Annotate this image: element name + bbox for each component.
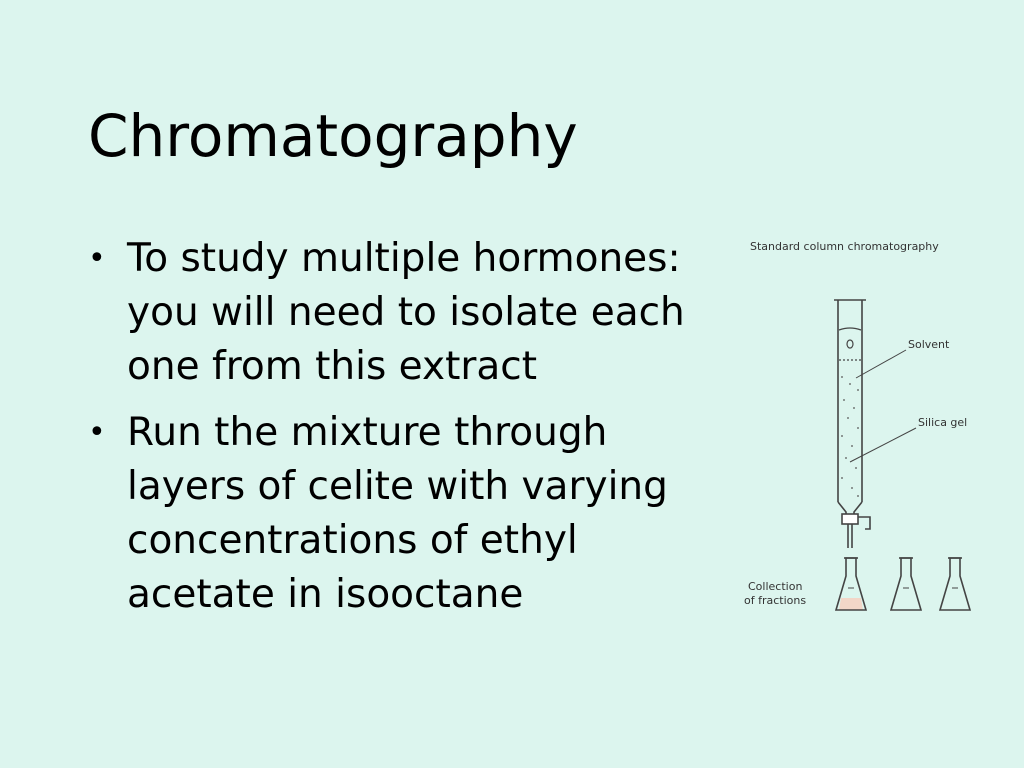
column-chromatography-figure (738, 232, 988, 632)
silica-gel-layer (841, 376, 859, 497)
bullet-marker: • (88, 241, 106, 276)
bullet-marker: • (88, 415, 106, 450)
bullet-item (88, 232, 728, 394)
column-tube (834, 300, 870, 548)
label-solvent: Solvent (908, 338, 950, 351)
figure-caption: Standard column chromatography (750, 240, 939, 253)
label-collection-line2: of fractions (744, 594, 807, 607)
bullet-text: To study multiple hormones: you will need to isolate each one from this extract (127, 236, 685, 389)
label-collection-line1: Collection (748, 580, 803, 593)
solvent-layer (839, 328, 861, 360)
slide-title: Chromatography (88, 102, 578, 170)
chromatography-diagram (738, 232, 988, 632)
collection-flask-2 (891, 558, 921, 610)
collection-flask-1 (836, 558, 866, 610)
label-silica-gel: Silica gel (918, 416, 968, 429)
bullet-list (88, 232, 728, 634)
bullet-text: Run the mixture through layers of celite with varying concentrations of ethyl acetate in isooctane (127, 410, 668, 617)
collection-flask-3 (940, 558, 970, 610)
label-leaders (850, 350, 916, 462)
bullet-item (88, 406, 728, 622)
